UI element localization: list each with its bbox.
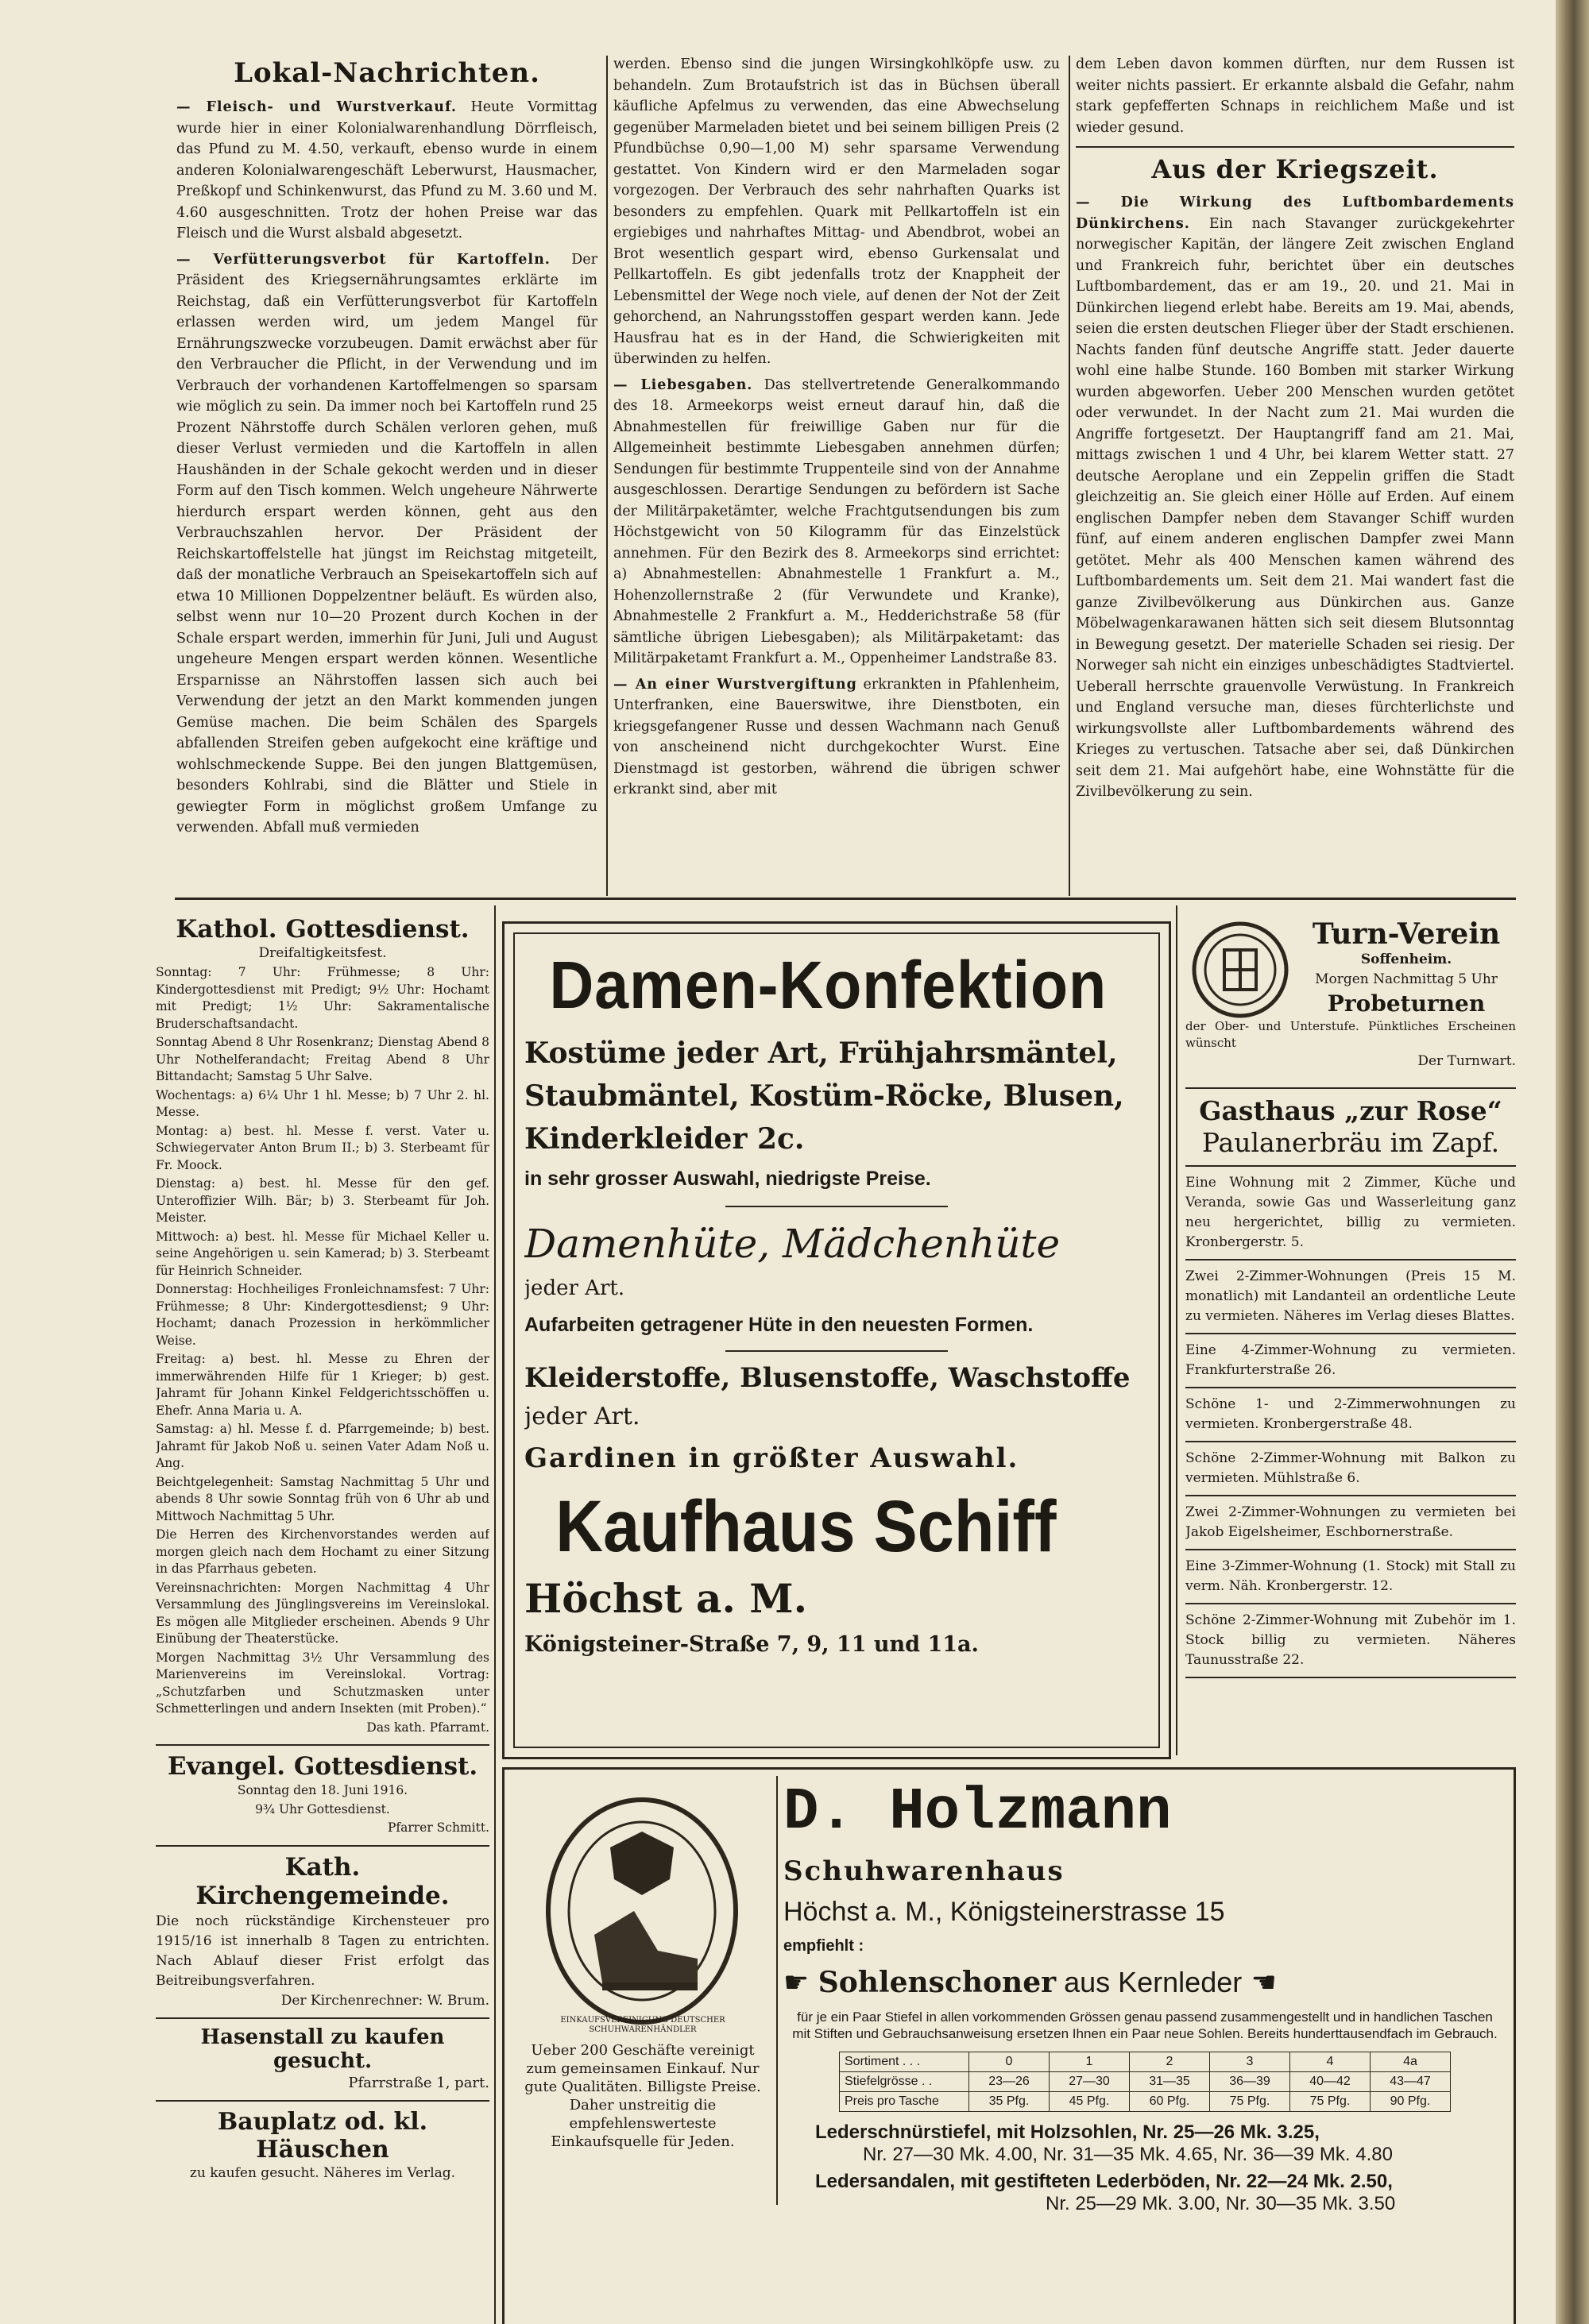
church-notices-column	[156, 912, 489, 2324]
seal-text: EINKAUFSVEREINIGUNG DEUTSCHER SCHUHWARENHÄNDLER	[560, 2016, 725, 2034]
notice-signature: Der Kirchenrechner: W. Brum.	[280, 1992, 489, 2009]
table-cell: 40—42	[1290, 2072, 1371, 2092]
turnverein-emblem-icon	[1189, 918, 1292, 1021]
schedule-entry: Montag: a) best. hl. Messe f. verst. Vater u. Schwiegervater Anton Brum II.; b) 3. Sterbeamt für Fr. Moock.	[156, 1123, 489, 1172]
article-paragraph: — Fleisch- und Wurstverkauf. Heute Vormittag wurde hier in einer Kolonialwarenhandlung Dörrfleisch, das Pfund zu M. 4.50, verkauft, ebenso wurde in einem anderen Kolonialwarengeschäft Leberwurst, Hausmacher, Preßkopf und Schinkenwurst, das Pfund zu M. 3.60 und M. 4.60 ausgeschnitten. Trotz der hohen Preise war das Fleisch und die Wurst alsbald abgesetzt.	[176, 99, 597, 241]
table-cell: 75 Pfg.	[1290, 2092, 1371, 2112]
store-city: Höchst a. M.	[524, 1575, 808, 1622]
ad-line: jeder Art.	[524, 1276, 625, 1300]
schedule-entry: Mittwoch: a) best. hl. Messe für Michael Keller u. seine Angehörigen u. sein Kamerad; b) 3. Sterbeamt für Heinrich Schneider.	[156, 1229, 489, 1278]
divider	[156, 2017, 489, 2019]
holzmann-text	[783, 1776, 1506, 2215]
schedule-entry: Vereinsnachrichten: Morgen Nachmittag 4 Uhr Versammlung des Jünglingsvereins im Vereinslokal. Es mögen alle Mitglieder erscheinen. Abends 9 Uhr Einübung der Theaterstücke.	[156, 1580, 489, 1646]
store-address: Königsteiner-Straße 7, 9, 11 und 11a.	[524, 1632, 979, 1657]
ad-line: in sehr grosser Auswahl, niedrigste Preise.	[524, 1168, 931, 1190]
classified-ad	[1185, 1604, 1516, 1678]
article-paragraph: dem Leben davon kommen dürften, nur dem Russen ist weiter nichts passiert. Er erkannte alsbald die Gefahr, nahm stark gepfefferten Schnaps in reichlichem Maße und ist wieder gesund.	[1076, 56, 1514, 136]
table-cell: 2	[1130, 2052, 1210, 2072]
table-cell: Stiefelgrösse . .	[840, 2072, 969, 2092]
middle-news-column	[613, 54, 1060, 894]
ad-line: Gardinen in größter Auswahl.	[524, 1442, 1019, 1474]
ad-line: empfiehlt :	[783, 1937, 864, 1955]
store-name: D. Holzmann	[783, 1779, 1172, 1846]
column-rule	[776, 1776, 778, 2205]
table-cell: 60 Pfg.	[1130, 2092, 1210, 2112]
schedule-entry: Beichtgelegenheit: Samstag Nachmittag 5 Uhr und abends 8 Uhr sowie Sonntag früh von 6 Uhr ab und Mittwoch Nachmittag 5 Uhr.	[156, 1474, 489, 1523]
schedule-entry: Dienstag: a) best. hl. Messe für den gef. Unteroffizier Wilh. Bär; b) 3. Sterbeamt für Joh. Meister.	[156, 1176, 489, 1225]
notice-subtitle: Dreifaltigkeitsfest.	[258, 945, 387, 961]
schedule-entry: Morgen Nachmittag 3½ Uhr Versammlung des Marienvereins im Vereinslokal. Vortrag: „Schutzfarben und Schutzmasken unter Schmetterlingen und andern Insekten (mit Proben).“	[156, 1650, 489, 1716]
notice-text: Probeturnen	[1327, 990, 1486, 1017]
table-cell: 27—30	[1050, 2072, 1130, 2092]
table-cell: 4	[1290, 2052, 1371, 2072]
classified-ad	[1185, 1496, 1516, 1550]
divider	[156, 1845, 489, 1847]
table-cell: 35 Pfg.	[969, 2092, 1050, 2112]
article-paragraph: — An einer Wurstvergiftung erkrankten in Pfahlenheim, Unterfranken, eine Bauerswitwe, ihre Dienstboten, ein kriegsgefangener Russe und dessen Wachmann nach Genuß von anscheinend nicht durchgekochter Wurst. Eine Dienstmagd ist gestorben, während die übrigen schwer erkrankt sind, aber mit	[613, 676, 1060, 797]
divider	[725, 1350, 948, 1352]
gasthaus-beer: Paulanerbräu im Zapf.	[1201, 1127, 1500, 1158]
section-title: Lokal-Nachrichten.	[234, 57, 540, 89]
war-news-column	[1076, 54, 1514, 894]
classified-text: Schöne 2-Zimmer-Wohnung mit Zubehör im 1. Stock billig zu vermieten. Näheres Taunusstraße 22.	[1185, 1612, 1516, 1668]
divider	[1076, 146, 1514, 148]
gasthaus-ad	[1185, 1089, 1516, 1167]
classified-text: Schöne 2-Zimmer-Wohnung mit Balkon zu vermieten. Mühlstraße 6.	[1185, 1450, 1516, 1486]
notice-title: Bauplatz od. kl. Häuschen	[217, 2107, 428, 2164]
notice-signature: Das kath. Pfarramt.	[366, 1720, 489, 1735]
schedule-entry: Freitag: a) best. hl. Messe zu Ehren der immerwährenden Hilfe für 1 Krieger; b) gest. Jahramt für Johann Kinkel Feldgerichtsschöffen u. Ehefr. Anna Maria u. A.	[156, 1352, 489, 1418]
classified-text: Eine 4-Zimmer-Wohnung zu vermieten. Frankfurterstraße 26.	[1185, 1342, 1516, 1378]
notice-text: Morgen Nachmittag 5 Uhr	[1315, 971, 1498, 987]
schedule-entry: Sonntag Abend 8 Uhr Rosenkranz; Dienstag Abend 8 Uhr Nothelferandacht; Freitag Abend 8 Uhr Bittandacht; Samstag 5 Uhr Salve.	[156, 1035, 489, 1083]
notice-date: Sonntag den 18. Juni 1916.	[237, 1783, 408, 1797]
table-cell: 75 Pfg.	[1210, 2092, 1290, 2112]
schedule-entry: Die Herren des Kirchenvorstandes werden auf morgen gleich nach dem Hochamt zu einer Sitzung in das Pfarrhaus gebeten.	[156, 1527, 489, 1576]
table-cell: 36—39	[1210, 2072, 1290, 2092]
notice-signature: Der Turnwart.	[1417, 1053, 1516, 1069]
column-rule	[606, 56, 608, 896]
classified-text: Eine Wohnung mit 2 Zimmer, Küche und Veranda, sowie Gas und Wasserleitung ganz neu hergerichtet, billig zu vermieten. Kronbergerstr. 5.	[1185, 1175, 1516, 1250]
classified-text: Schöne 1- und 2-Zimmerwohnungen zu vermieten. Kronbergerstraße 48.	[1185, 1396, 1516, 1432]
article-paragraph: — Verfütterungsverbot für Kartoffeln. Der Präsident des Kriegsernährungsamtes erklärte im Reichstag, daß ein Verfütterungsverbot für Kartoffeln erlassen werden wird, um jedem Mangel für Ernährungszwecke vorzubeugen. Damit erwächst aber für den Verbraucher die Pflicht, in der Verwendung und im Verbrauch der vorhandenen Kartoffelmengen so sparsam wie möglich zu sein. Da immer noch bei Kartoffeln rund 25 Prozent Nährstoffe durch Schälen verloren gehen, muß dieser Verlust vermieden und die Kartoffeln in allen Haushänden in der Schale gekocht werden und in dieser Form auf den Tisch kommen. Welch ungeheure Nährwerte hierdurch erspart werden können, geht aus den Verbrauchszahlen hervor. Der Präsident der Reichskartoffelstelle hat jüngst im Reichstag mitgeteilt, daß der monatliche Verbrauch an Speisekartoffeln sich auf etwa 10 Millionen Doppelzentner beläuft. Es würden also, selbst wenn nur 10—20 Prozent durch Kochen in der Schale erspart werden, immerhin für Juni, Juli und August ungeheure Mengen erspart werden können. Wesentliche Ersparnisse an Nährstoffen lassen sich auch bei Verwendung der jetzt an den Markt kommenden jungen Gemüse machen. Die beim Schälen des Spargels abfallenden Streifen geben aufgekocht eine kräftige und wohlschmeckende Suppe. Bei den jungen Blattgemüsen, besonders Kohlrabi, sind die Blätter und Stiele in gewiegter Form in möglichst großem Umfange zu verwenden. Abfall muß vermieden	[176, 251, 597, 836]
notice-title: Kath. Kirchengemeinde.	[195, 1852, 450, 1910]
table-cell: 31—35	[1130, 2072, 1210, 2092]
notice-title: Hasenstall zu kaufen gesucht.	[200, 2025, 445, 2073]
notice-text: der Ober- und Unterstufe. Pünktliches Erscheinen wünscht	[1185, 1019, 1516, 1050]
ad-line: jeder Art.	[524, 1403, 640, 1430]
mass-schedule	[156, 964, 489, 1718]
pointing-hand-icon: ☚	[1242, 1967, 1277, 1999]
ad-line: Kostüme jeder Art, Frühjahrsmäntel,	[524, 1037, 1118, 1070]
ad-line: Staubmäntel, Kostüm-Röcke, Blusen,	[524, 1079, 1124, 1113]
article-paragraph: werden. Ebenso sind die jungen Wirsingkohlköpfe usw. zu behandeln. Zum Brotaufstrich ist das in Büchsen überall käufliche Apfelmus zu verwenden, das eine Abwechselung gegenüber Marmeladen bietet und bei seinem billigen Preis (2 Pfundbüchse 0,90—1,00 M) sehr sparsame Verwendung gestattet. Von Kindern wird er den Marmeladen sogar vorgezogen. Der Verbrauch des sehr nahrhaften Quarks ist besonders zu empfehlen. Quark mit Pellkartoffeln ist ein ergiebiges und nahrhaftes Mittag- und Abendbrot, wobei an Brot wesentlich gespart wird, ebenso Gurkensalat und Pellkartoffeln. Es gibt jedenfalls trotz der Knappheit der Lebensmittel der Wege noch viele, auf denen der Not der Zeit gehorchend, an Nahrungsstoffen gespart werden kann. Jede Hausfrau hat es in der Hand, die Schwierigkeiten mit überwinden zu helfen.	[613, 56, 1060, 367]
column-rule	[1176, 905, 1177, 1755]
notice-signature: Pfarrer Schmitt.	[387, 1820, 489, 1835]
classified-ad	[1185, 1442, 1516, 1496]
table-cell: Sortiment . . .	[840, 2052, 969, 2072]
notice-time: 9¾ Uhr Gottesdienst.	[255, 1801, 390, 1816]
notice-title: Kathol. Gottesdienst.	[176, 915, 470, 944]
schedule-entry: Donnerstag: Hochheiliges Fronleichnamsfest: 7 Uhr: Frühmesse; 8 Uhr: Kindergottesdienst; 9 Uhr: Hochamt; danach Prozession in herkömmlicher Weise.	[156, 1282, 489, 1348]
classified-text: Zwei 2-Zimmer-Wohnungen zu vermieten bei Jakob Eigelsheimer, Eschbornerstraße.	[1185, 1504, 1516, 1540]
classified-ad	[1185, 1260, 1516, 1334]
table-row	[840, 2052, 1451, 2072]
notice-title: Turn-Verein	[1312, 917, 1501, 951]
column-rule	[494, 905, 496, 2324]
schedule-entry: Sonntag: 7 Uhr: Frühmesse; 8 Uhr: Kindergottesdienst mit Predigt; 9½ Uhr: Hochamt mit Predigt; 1½ Uhr: Sakramentalische Bruderschaftsandacht.	[156, 965, 489, 1031]
kaufhaus-schiff-content	[524, 945, 1149, 1739]
table-cell: 0	[969, 2052, 1050, 2072]
classified-ad	[1185, 1388, 1516, 1442]
divider	[725, 1206, 948, 1207]
classifieds-column	[1185, 912, 1516, 1755]
table-cell: Preis pro Tasche	[840, 2092, 969, 2112]
table-row	[840, 2072, 1451, 2092]
column-rule	[1069, 56, 1070, 896]
turnverein-notice	[1185, 912, 1516, 1089]
store-address: Höchst a. M., Königsteinerstrasse 15	[783, 1897, 1225, 1927]
seal-caption: Ueber 200 Geschäfte vereinigt zum gemeinsamen Einkauf. Nur gute Qualitäten. Billigste Preise. Daher unstreitig die empfehlenswerteste Einkaufsquelle für Jeden.	[524, 2042, 761, 2150]
store-name: Kaufhaus Schiff	[555, 1486, 1057, 1567]
table-cell: 23—26	[969, 2072, 1050, 2092]
table-cell: 45 Pfg.	[1050, 2092, 1130, 2112]
price-line: Nr. 27—30 Mk. 4.00, Nr. 31—35 Mk. 4.65, Nr. 36—39 Mk. 4.80	[863, 2144, 1393, 2165]
size-price-table	[839, 2052, 1451, 2112]
price-line: Lederschnürstiefel, mit Holzsohlen, Nr. 25—26 Mk. 3.25,	[815, 2121, 1320, 2143]
shoe-seal-icon	[539, 1792, 745, 2030]
table-cell: 43—47	[1371, 2072, 1451, 2092]
article-paragraph: — Liebesgaben. Das stellvertretende Generalkommando des 18. Armeekorps weist erneut darauf hin, daß die Abnahmestellen für freiwillige Gaben nur für die Allgemeinheit bestimmte Liebesgaben annehmen dürfen; Sendungen für bestimmte Truppenteile sind von der Annahme ausgeschlossen. Derartige Sendungen zu befördern ist Sache der Militärpaketämter, welche Frachtgutsendungen bis zum Höchstgewicht von 50 Kilogramm für das Einzelstück annehmen. Für den Bezirk des 8. Armeekorps sind errichtet: a) Abnahmestellen: Abnahmestelle 1 Frankfurt a. M., Hohenzollernstraße 2 (für Verwundete und Kranke), Abnahmestelle 2 Frankfurt a. M., Hedderichstraße 58 (für sämtliche übrigen Liebesgaben); als Militärpaketamt: das Militärpaketamt Frankfurt a. M., Oppenheimer Landstraße 83.	[613, 376, 1060, 666]
local-news-column	[176, 54, 597, 894]
ad-line: Kleiderstoffe, Blusenstoffe, Waschstoffe	[524, 1362, 1131, 1394]
apartment-ads	[1185, 1167, 1516, 1678]
page-spine	[1556, 0, 1589, 2324]
schedule-entry: Samstag: a) hl. Messe f. d. Pfarrgemeinde; b) best. Jahramt für Jakob Noß u. seinen Vater Adam Noß u. Ang.	[156, 1422, 489, 1470]
ad-line: Damenhüte, Mädchenhüte	[524, 1221, 1061, 1267]
notice-text: zu kaufen gesucht. Näheres im Verlag.	[189, 2164, 456, 2181]
classified-text: Eine 3-Zimmer-Wohnung (1. Stock) mit Stall zu verm. Näh. Kronbergerstr. 12.	[1185, 1558, 1516, 1594]
product-line: ☛ Sohlenschoner aus Kernleder ☚	[783, 1966, 1277, 1999]
classified-ad	[1185, 1550, 1516, 1604]
ad-headline: Damen-Konfektion	[549, 948, 1108, 1022]
table-cell: 1	[1050, 2052, 1130, 2072]
price-line: Nr. 25—29 Mk. 3.00, Nr. 30—35 Mk. 3.50	[1046, 2193, 1396, 2214]
notice-title: Evangel. Gottesdienst.	[167, 1752, 478, 1781]
holzmann-content	[512, 1776, 1510, 2324]
product-description: für je ein Paar Stiefel in allen vorkommenden Grössen genau passend zusammengestellt und in handlichen Taschen mit Stiften und Gebrauchsanweisung ersetzen Ihnen ein Paar neue Sohlen. Bereits hunderttausendfach im Gebrauch.	[792, 2009, 1498, 2041]
notice-text: Pfarrstraße 1, part.	[348, 2075, 489, 2091]
classified-ad	[1185, 1334, 1516, 1388]
ad-line: Kinderkleider 2c.	[524, 1122, 805, 1156]
pointing-hand-icon: ☛	[783, 1967, 818, 1999]
store-subtitle: Schuhwarenhaus	[783, 1855, 1065, 1887]
section-title: Aus der Kriegszeit.	[1151, 154, 1439, 184]
gasthaus-name: Gasthaus „zur Rose“	[1199, 1095, 1502, 1126]
classified-ad	[1185, 1167, 1516, 1260]
table-cell: 3	[1210, 2052, 1290, 2072]
table-row	[840, 2092, 1451, 2112]
ad-line: Aufarbeiten getragener Hüte in den neuesten Formen.	[524, 1314, 1034, 1336]
divider	[156, 2100, 489, 2102]
price-line: Ledersandalen, mit gestifteten Lederböden, Nr. 22—24 Mk. 2.50,	[815, 2171, 1393, 2192]
table-cell: 90 Pfg.	[1371, 2092, 1451, 2112]
notice-text: Die noch rückständige Kirchensteuer pro 1915/16 ist innerhalb 8 Tagen zu entrichten. Nach Ablauf dieser Frist erfolgt das Beitreibungsverfahren.	[156, 1913, 489, 1989]
classified-text: Zwei 2-Zimmer-Wohnungen (Preis 15 M. monatlich) mit Landanteil an ordentliche Leute zu vermieten. Näheres im Verlag dieses Blattes.	[1185, 1268, 1516, 1324]
notice-subtitle: Soffenheim.	[1360, 952, 1452, 967]
table-cell: 4a	[1371, 2052, 1451, 2072]
section-rule	[175, 898, 1516, 900]
article-paragraph: — Die Wirkung des Luftbombardements Dünkirchens. Ein nach Stavanger zurückgekehrter norwegischer Kapitän, der längere Zeit zwischen England und Frankreich fuhr, berichtet über ein deutsches Luftbombardement, das er am 19., 20. und 21. Mai in Dünkirchen liegend erlebt habe. Bereits am 19. Mai, abends, seien die ersten deutschen Flieger über der Stadt erschienen. Nachts fanden fünf deutsche Angriffe statt. Jeder dauerte wohl eine halbe Stunde. 160 Bomben mit starker Wirkung wurden abgeworfen. Ueber 200 Menschen wurden getötet oder verwundet. In der Nacht zum 21. Mai wurden die Angriffe fortgesetzt. Der Hauptangriff fand am 21. Mai, mittags zwischen 1 und 4 Uhr, bei klarem Wetter statt. 27 deutsche Aeroplane und ein Zeppelin griffen die Stadt gleichzeitig an. Sie gleich einer Hölle auf Erden. Auf einem englischen Dampfer neben dem Stavanger Schiff wurden fünf, auf einem anderen englischen Dampfer zwei Mann getötet. Mehr als 400 Menschen kamen während des Luftbombardements um. Seit dem 21. Mai wandert fast die ganze Zivilbevölkerung aus Dünkirchen aus. Ganze Möbelwagenkarawanen hätten sich seit diesem Blutsonntag in Bewegung gesetzt. Der materielle Schaden sei riesig. Der Norweger sah nicht ein einziges unbeschädigtes Stadtviertel. Ueberall herrschte grauenvolle Verwüstung. In Frankreich und England versuche man, dieses fürchterlichste und wirkungsvollste aller Luftbombardements während des Krieges zu vertuschen. Tatsache aber sei, daß Dünkirchen seit dem 21. Mai aufgehört habe, eine Wohnstätte für die Zivilbevölkerung zu sein.	[1076, 195, 1514, 800]
divider	[156, 1744, 489, 1746]
schedule-entry: Wochentags: a) 6¼ Uhr 1 hl. Messe; b) 7 Uhr 2. hl. Messe.	[156, 1087, 489, 1119]
